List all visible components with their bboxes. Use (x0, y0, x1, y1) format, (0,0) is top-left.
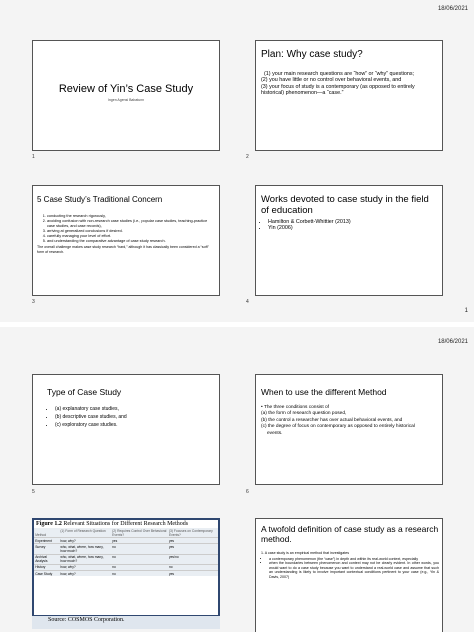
list-item: • Hamilton & Corbett-Whittier (2013) (268, 219, 438, 225)
slide-number: 3 (32, 299, 35, 305)
slide-6 (255, 374, 443, 485)
list-item: 5. and understanding the comparative advantage of case study research. (47, 239, 215, 244)
figure-frame (32, 518, 220, 629)
figure-source: Source: COSMOS Corporation. (32, 616, 220, 629)
plan-item: (2) you have little or no control over behavioral events, and (261, 77, 402, 84)
list-item: (b) the control a researcher has over actual behavioral events, and (261, 417, 403, 423)
slide-title: When to use the different Method (261, 387, 387, 397)
slide-3 (32, 185, 220, 296)
list-item: • (c) exploratory case studies. (55, 421, 127, 429)
figure-caption: Figure 1.2 Relevant Situations for Different Research Methods (36, 521, 189, 527)
table-row: Archival Analysis who, what, where, how many, how much? no yes/no (34, 554, 218, 564)
slide-title: 5 Case Study’s Traditional Concern (37, 195, 163, 204)
slide-subtitle: Ingen Agensi Babatunn (107, 98, 145, 102)
slide-title: Review of Yin’s Case Study (58, 83, 194, 95)
slide-5 (32, 374, 220, 485)
table-row: Case Study how, why? no yes (34, 570, 218, 576)
list-item: 2. avoiding confusion with non-research case studies (i.e., popular case studies, teaching-practice case studies, and case records), (47, 219, 215, 229)
slide-number: 6 (246, 489, 249, 495)
table-row: Experiment how, why? yes yes (34, 538, 218, 544)
slide-7 (32, 518, 220, 629)
list-item: (c) the degree of focus on contemporary as opposed to entirely historical events. (261, 424, 415, 436)
plan-item: (3) your focus of study is a contemporary (as opposed to entirely historical) phenomenon—a “case.” (261, 83, 415, 97)
plan-item: (1) your main research questions are “how” or “why” questions; (264, 71, 415, 77)
slide-note: The overall challenge makes case study research “hard,” although it has classically been considered a “soft” form of research. (37, 245, 209, 254)
page-date: 18/06/2021 (437, 339, 468, 345)
slide-number: 5 (32, 489, 35, 495)
slide-2 (255, 40, 443, 151)
list-item: • (a) explanatory case studies, (55, 405, 127, 413)
slide-title: Works devoted to case study in the field of education (261, 194, 429, 216)
list-item: 4. carefully managing your level of effort. (47, 234, 215, 239)
slide-number: 1 (32, 154, 35, 160)
concern-list (37, 214, 215, 244)
slide-title: Plan: Why case study? (261, 49, 363, 60)
list-item: • The three conditions consist of (261, 405, 329, 410)
slide-4 (255, 185, 443, 296)
slide-number: 2 (246, 154, 249, 160)
page-date: 18/06/2021 (437, 6, 468, 12)
list-item: • a contemporary phenomenon (the “case”) in depth and within its real-world context, especially (269, 557, 439, 562)
list-item: • Yin (2006) (268, 225, 438, 231)
list-item: 3. arriving at generalized conclusions if desired. (47, 229, 215, 234)
table-row: Survey who, what, where, how many, how much? no yes (34, 544, 218, 554)
list-item: (a) the form of research question posed, (261, 411, 347, 417)
list-item: • (b) descriptive case studies, and (55, 413, 127, 421)
methods-table (34, 528, 218, 576)
table-header: Method (1) Form of Research Question (2) Requires Control Over Behavioral Events? (3) Focuses on Contemporary Events? (35, 528, 213, 537)
slide-number: 4 (246, 299, 249, 305)
table-row: History how, why? no no (34, 564, 218, 570)
slide-title: Type of Case Study (47, 387, 122, 397)
list-item: • when the boundaries between phenomenon and context may not be clearly evident. In other words, you would want to do a case study because you want to understand a real-world case and assume that such an understanding is likely to involve important contextual conditions pertinent to your case (e.g., Yin & Davis, 2007) (269, 561, 439, 579)
slide-8 (255, 518, 443, 632)
slide-1 (32, 40, 220, 151)
definition-lead: 1. A case study is an empirical method that investigates (261, 551, 350, 555)
page-number: 1 (464, 308, 468, 314)
slide-title: A twofold definition of case study as a research method. (261, 524, 439, 544)
list-item: 1. conducting the research rigorously, (47, 214, 215, 219)
